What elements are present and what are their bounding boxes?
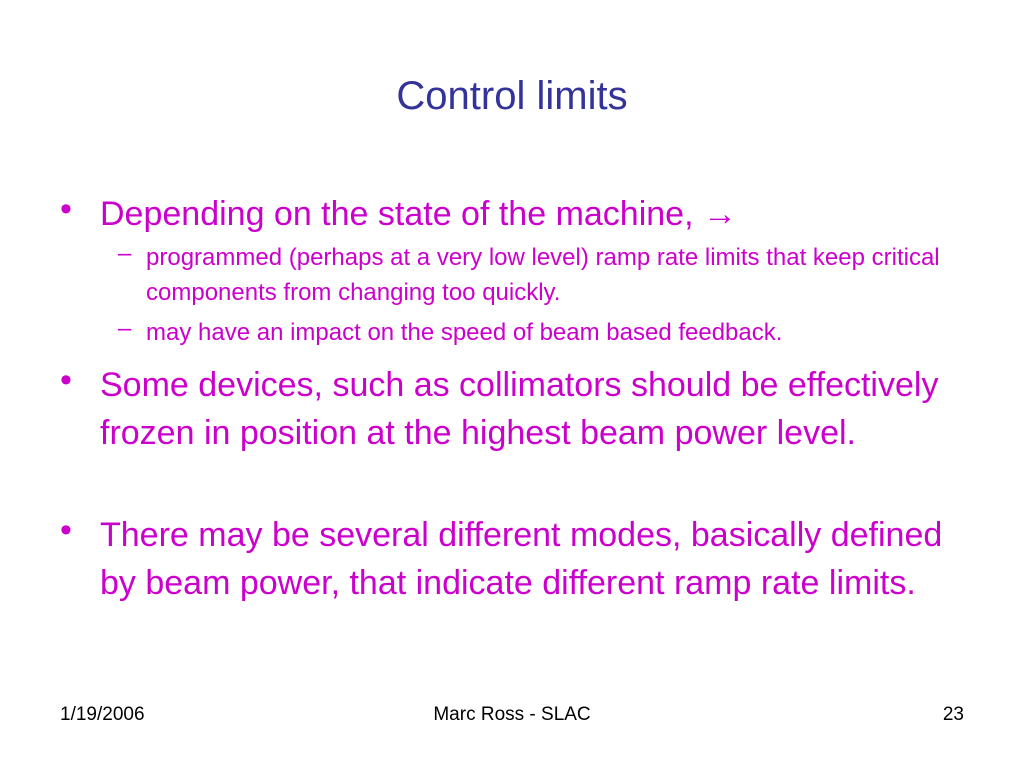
bullet-marker: • (60, 511, 72, 549)
footer-date: 1/19/2006 (60, 704, 145, 725)
footer-author: Marc Ross - SLAC (433, 704, 591, 725)
sub-bullet-text: programmed (perhaps at a very low level) ramp rate limits that keep critical components from changing too quickly. (146, 244, 940, 306)
slide-title: Control limits (396, 74, 628, 118)
bullet-text: Some devices, such as collimators should be effectively frozen in position at the highest beam power level. (100, 366, 939, 452)
sub-bullet-text: may have an impact on the speed of beam based feedback. (146, 319, 783, 346)
sub-bullet-marker: – (118, 315, 132, 342)
bullet-text: Depending on the state of the machine, → (100, 195, 737, 233)
sub-bullet-marker: – (118, 240, 132, 267)
bullet-text: There may be several different modes, basically defined by beam power, that indicate different ramp rate limits. (100, 516, 943, 602)
footer-page-number: 23 (942, 704, 964, 725)
bullet-marker: • (60, 190, 72, 228)
bullet-marker: • (60, 361, 72, 399)
